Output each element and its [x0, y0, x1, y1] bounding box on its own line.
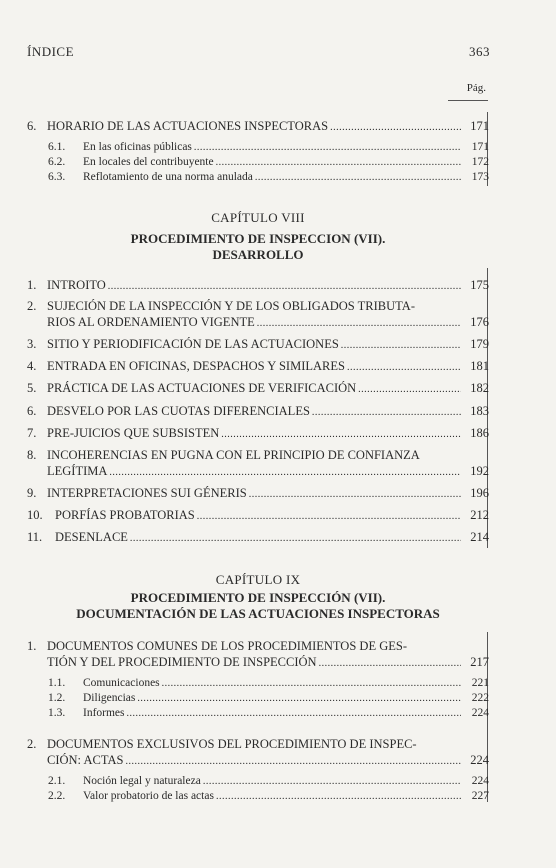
entry-title: ENTRADA EN OFICINAS, DESPACHOS Y SIMILARES — [47, 359, 345, 373]
toc-entry — [27, 447, 489, 481]
chapter-title-line2: DESARROLLO — [212, 247, 304, 262]
entry-number: 8. — [27, 448, 37, 462]
toc-subentry — [48, 789, 489, 804]
header-page-number: 363 — [469, 44, 490, 59]
chapter-title-line1: PROCEDIMIENTO DE INSPECCIÓN (VII). — [130, 590, 386, 605]
toc-subentry — [48, 170, 489, 185]
entry-number: 7. — [27, 426, 37, 440]
entry-page: 186 — [470, 426, 489, 440]
toc-subentry — [48, 774, 489, 789]
entry-number: 6.2. — [48, 156, 66, 168]
running-header — [27, 44, 490, 60]
entry-number: 2. — [27, 737, 37, 751]
entry-title: DESVELO POR LAS CUOTAS DIFERENCIALES — [47, 404, 310, 418]
entry-page: 182 — [470, 381, 489, 395]
entry-page: 196 — [470, 486, 489, 500]
entry-page: 173 — [471, 171, 489, 183]
entry-number: 10. — [27, 508, 43, 522]
entry-title: Valor probatorio de las actas — [83, 790, 214, 802]
entry-page: 224 — [471, 707, 489, 719]
entry-number: 6. — [27, 119, 37, 133]
toc-subentry — [48, 706, 489, 721]
entry-title-line1: SUJECIÓN DE LA INSPECCIÓN Y DE LOS OBLIGADOS TRIBUTA- — [47, 299, 415, 313]
toc-entry — [27, 529, 489, 547]
entry-page: 224 — [471, 775, 489, 787]
entry-number: 11. — [27, 530, 43, 544]
entry-title: Informes — [83, 707, 125, 719]
entry-number: 6. — [27, 404, 37, 418]
entry-title: PORFÍAS PROBATORIAS — [55, 508, 195, 522]
entry-page: 181 — [470, 359, 489, 373]
entry-page: 212 — [470, 508, 489, 522]
entry-number: 1. — [27, 278, 37, 292]
toc-entry — [27, 298, 489, 332]
entry-title: SITIO Y PERIODIFICACIÓN DE LAS ACTUACIONES — [47, 337, 339, 351]
toc-entry — [27, 118, 489, 136]
chapter-heading — [27, 572, 489, 622]
entry-title: PRÁCTICA DE LAS ACTUACIONES DE VERIFICACIÓN — [47, 381, 357, 395]
entry-page: 171 — [470, 119, 489, 133]
entry-number: 6.3. — [48, 171, 66, 183]
chapter-label: CAPÍTULO IX — [215, 572, 301, 587]
entry-number: 5. — [27, 381, 37, 395]
toc-subentry — [48, 140, 489, 155]
entry-title: DESENLACE — [55, 530, 128, 544]
chapter-title-line1: PROCEDIMIENTO DE INSPECCION (VII). — [130, 231, 386, 246]
entry-page: 214 — [470, 530, 489, 544]
entry-title-line1: INCOHERENCIAS EN PUGNA CON EL PRINCIPIO DE CONFIANZA — [47, 448, 420, 462]
entry-title: En locales del contribuyente — [83, 156, 214, 168]
entry-page: 224 — [470, 753, 489, 767]
entry-title: INTERPRETACIONES SUI GÉNERIS — [47, 486, 247, 500]
entry-number: 1. — [27, 639, 37, 653]
entry-page: 172 — [471, 156, 489, 168]
entry-page: 217 — [470, 655, 489, 669]
entry-title-line1: DOCUMENTOS COMUNES DE LOS PROCEDIMIENTOS DE GES- — [47, 639, 407, 653]
toc-entry — [27, 277, 489, 295]
page-column-label: Pág. — [466, 82, 486, 94]
entry-title: TIÓN Y DEL PROCEDIMIENTO DE INSPECCIÓN — [47, 655, 317, 669]
entry-page: 175 — [470, 278, 489, 292]
entry-title: INTROITO — [47, 278, 106, 292]
entry-number: 1.2. — [48, 692, 66, 704]
chapter-heading — [27, 210, 489, 263]
entry-number: 3. — [27, 337, 37, 351]
entry-number: 4. — [27, 359, 37, 373]
entry-title: LEGÍTIMA — [47, 464, 108, 478]
entry-title: Diligencias — [83, 692, 136, 704]
toc-entry — [27, 485, 489, 503]
toc-entry — [27, 736, 489, 770]
toc-entry — [27, 336, 489, 354]
toc-subentry — [48, 676, 489, 691]
toc-entry — [27, 358, 489, 376]
entry-title: Comunicaciones — [83, 677, 160, 689]
header-section-title: ÍNDICE — [27, 44, 75, 59]
entry-number: 2.1. — [48, 775, 66, 787]
entry-number: 6.1. — [48, 141, 66, 153]
toc-entry — [27, 507, 489, 525]
entry-title: HORARIO DE LAS ACTUACIONES INSPECTORAS — [47, 119, 329, 133]
entry-page: 222 — [471, 692, 489, 704]
toc-entry — [27, 380, 489, 398]
toc-subentry — [48, 155, 489, 170]
page-column-rule — [448, 100, 488, 101]
entry-page: 176 — [470, 315, 489, 329]
entry-number: 1.3. — [48, 707, 66, 719]
entry-title: CIÓN: ACTAS — [47, 753, 124, 767]
toc-entry — [27, 425, 489, 443]
entry-title: En las oficinas públicas — [83, 141, 192, 153]
toc-entry — [27, 403, 489, 421]
entry-page: 221 — [471, 677, 489, 689]
entry-title: Reflotamiento de una norma anulada — [83, 171, 253, 183]
entry-page: 171 — [471, 141, 489, 153]
chapter-title-line2: DOCUMENTACIÓN DE LAS ACTUACIONES INSPECTORAS — [76, 606, 440, 621]
entry-title-line1: DOCUMENTOS EXCLUSIVOS DEL PROCEDIMIENTO DE INSPEC- — [47, 737, 417, 751]
entry-number: 2.2. — [48, 790, 66, 802]
entry-page: 179 — [470, 337, 489, 351]
entry-title: RIOS AL ORDENAMIENTO VIGENTE — [47, 315, 255, 329]
chapter-label: CAPÍTULO VIII — [211, 210, 305, 225]
toc-entry — [27, 638, 489, 672]
entry-title: PRE-JUICIOS QUE SUBSISTEN — [47, 426, 220, 440]
toc-subentry — [48, 691, 489, 706]
entry-title: Noción legal y naturaleza — [83, 775, 201, 787]
entry-page: 227 — [471, 790, 489, 802]
entry-number: 9. — [27, 486, 37, 500]
entry-number: 1.1. — [48, 677, 66, 689]
entry-number: 2. — [27, 299, 37, 313]
entry-page: 183 — [470, 404, 489, 418]
entry-page: 192 — [470, 464, 489, 478]
